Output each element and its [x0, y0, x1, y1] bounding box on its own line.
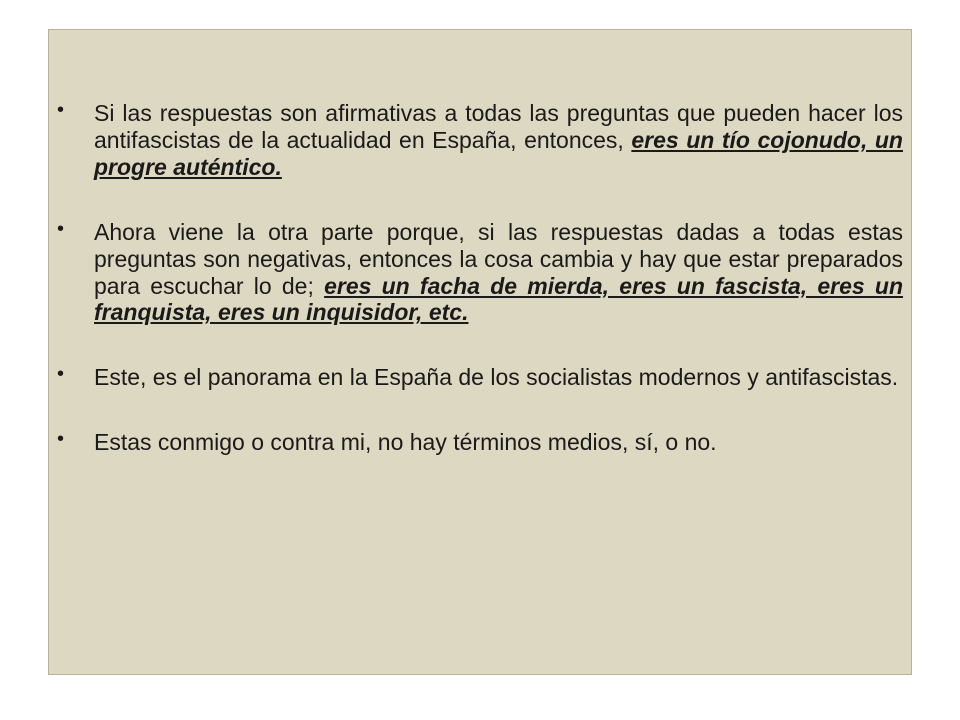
bullet-text: Si las respuestas son afirmativas a todas las preguntas que pueden hacer los antifascistas de la actualidad en España, entonces,: [94, 100, 903, 153]
bullet-emphasis: eres un tío cojonudo, un progre auténtico.: [94, 126, 903, 180]
bullet-emphasis: eres un facha de mierda, eres un fascista, eres un franquista, eres un inquisidor, etc.: [94, 272, 904, 326]
bullet-dot-icon: •: [57, 363, 65, 386]
bullet-item: [49, 364, 911, 391]
bullet-text: Ahora viene la otra parte porque, si las respuestas dadas a todas estas preguntas son negativas, entonces la cosa cambia y hay que estar preparados para escuchar lo de;: [94, 218, 903, 299]
bullet-dot-icon: •: [57, 428, 65, 451]
bullet-text: Estas conmigo o contra mi, no hay términos medios, sí, o no.: [94, 429, 717, 456]
bullet-dot-icon: •: [57, 99, 65, 121]
bullet-text: Este, es el panorama en la España de los socialistas modernos y antifascistas.: [94, 364, 899, 391]
bullet-list: [49, 100, 911, 494]
bullet-item: [49, 219, 911, 327]
bullet-dot-icon: •: [57, 217, 65, 240]
bullet-item: [49, 429, 911, 456]
bullet-item: [49, 100, 911, 181]
slide-panel: [48, 29, 912, 675]
